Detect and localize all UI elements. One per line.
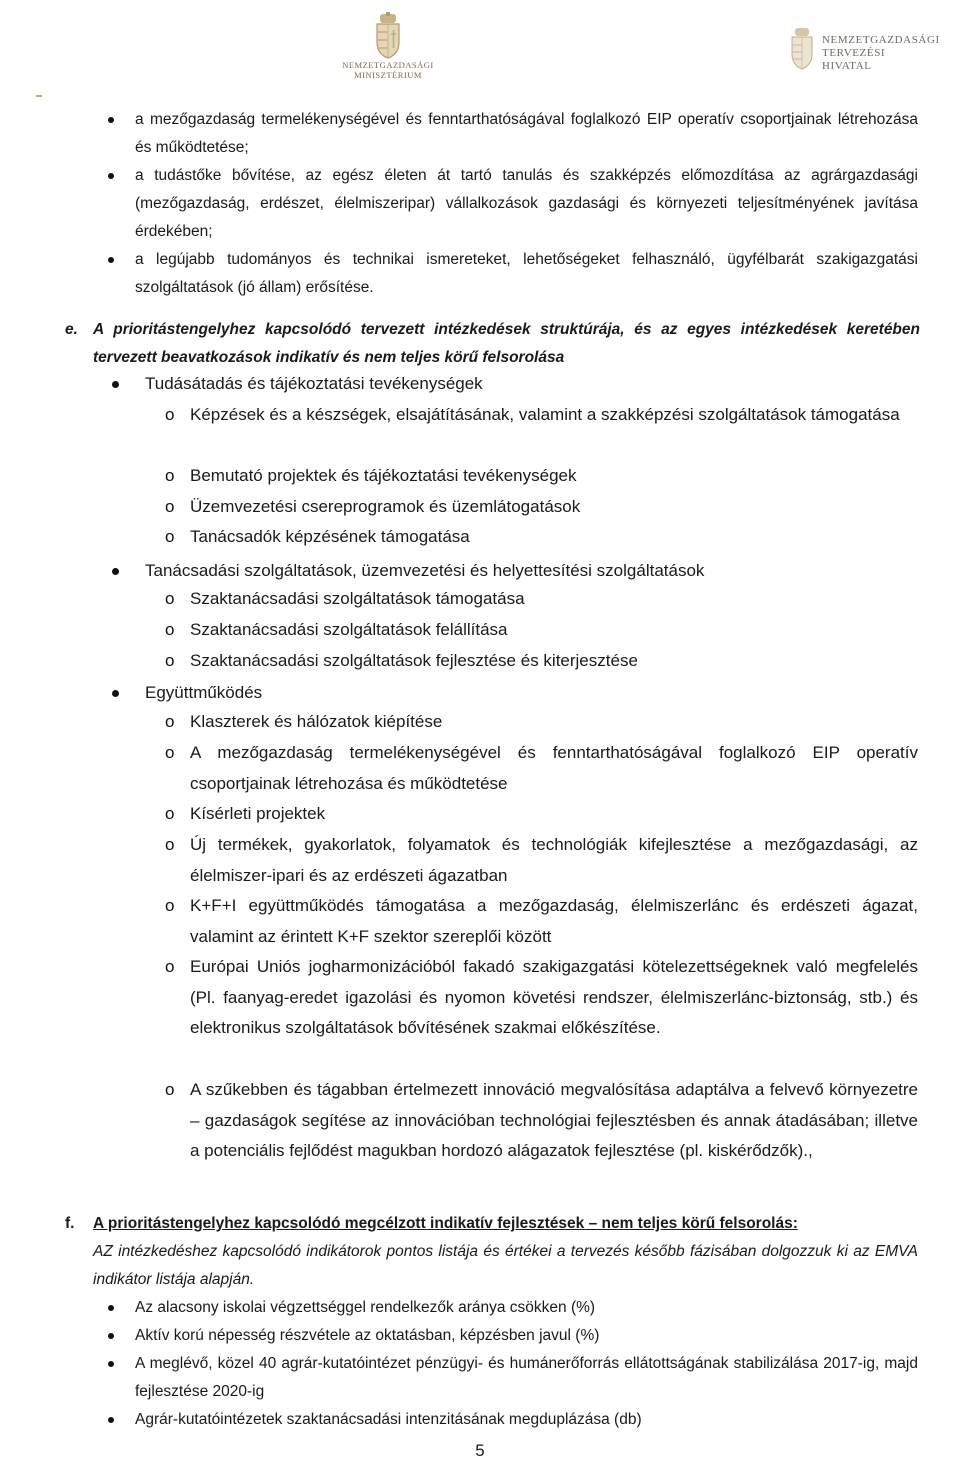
bullet-icon <box>108 257 114 263</box>
group-item: Kísérleti projektek <box>190 804 326 823</box>
circle-bullet-icon: o <box>165 620 175 639</box>
page-number: 5 <box>475 1441 485 1460</box>
planning-office-logo-text <box>822 34 940 73</box>
indicator-item: A meglévő, közel 40 agrár-kutatóintézet pénzügyi- és humánerőforrás ellátottságának stabilizálása 2017-ig, majd fejlesztése 2020-ig <box>135 1355 918 1400</box>
group-item: A szűkebben és tágabban értelmezett innováció megvalósítása adaptálva a felvevő környezetre – gazdaságok segítése az innovációban technológiai fejlesztésben és annak átadásában; illetve a potenciális fejlődést magukban hordozó alágazatok fejlesztése (pl. kiskérődzők)., <box>190 1080 918 1161</box>
section-e-heading: A prioritástengelyhez kapcsolódó tervezett intézkedések struktúrája, és az egyes intézkedések keretében tervezett beavatkozások indikatív és nem teljes körű felsorolása <box>93 321 920 366</box>
bullet-icon <box>108 173 114 179</box>
group-item: K+F+I együttműködés támogatása a mezőgazdaság, élelmiszerlánc és erdészeti ágazat, valamint az érintett K+F szektor szereplői között <box>190 896 918 946</box>
indicator-item: Aktív korú népesség részvétele az oktatásban, képzésben javul (%) <box>135 1327 600 1344</box>
coat-of-arms-icon <box>788 26 816 70</box>
group-item: Tanácsadók képzésének támogatása <box>190 527 470 546</box>
circle-bullet-icon: o <box>165 896 175 915</box>
group-item: Klaszterek és hálózatok kiépítése <box>190 712 443 731</box>
top-bullet-item: a legújabb tudományos és technikai ismereteket, lehetőségeket felhasználó, ügyfélbarát szakigazgatási szolgáltatások (jó állam) erősítése. <box>135 251 918 296</box>
ministry-logo-line-2: MINISZTÉRIUM <box>354 70 422 80</box>
group-item: Üzemvezetési csereprogramok és üzemlátogatások <box>190 497 581 516</box>
circle-bullet-icon: o <box>165 712 175 731</box>
bullet-icon <box>108 1361 114 1367</box>
bullet-icon <box>108 1417 114 1423</box>
section-f-letter: f. <box>65 1215 75 1232</box>
circle-bullet-icon: o <box>165 651 175 670</box>
group-item: A mezőgazdaság termelékenységével és fenntarthatóságával foglalkozó EIP operatív csoportjainak létrehozása és működtetése <box>190 743 918 793</box>
header-mark <box>36 95 42 97</box>
bullet-icon <box>112 690 119 697</box>
circle-bullet-icon: o <box>165 527 175 546</box>
circle-bullet-icon: o <box>165 589 175 608</box>
group-item: Képzések és a készségek, elsajátításának, valamint a szakképzési szolgáltatások támogatása <box>190 405 900 424</box>
circle-bullet-icon: o <box>165 743 175 762</box>
coat-of-arms-icon <box>371 12 405 60</box>
group-item: Szaktanácsadási szolgáltatások felállítása <box>190 620 508 639</box>
section-f-heading: A prioritástengelyhez kapcsolódó megcélzott indikatív fejlesztések – nem teljes körű felsorolás: <box>93 1215 798 1232</box>
bullet-icon <box>112 381 119 388</box>
ministry-logo-line-1: NEMZETGAZDASÁGI <box>342 60 434 70</box>
planning-office-logo-line-2: TERVEZÉSI <box>822 47 886 59</box>
circle-bullet-icon: o <box>165 957 175 976</box>
group-item: Európai Uniós jogharmonizációból fakadó szakigazgatási kötelezettségeknek való megfelelés (Pl. faanyag-eredet igazolási és nyomon követési rendszer, élelmiszerlánc-biztonság, stb.) és elektronikus szolgáltatások bővítésének szakmai előkészítése. <box>190 957 918 1038</box>
circle-bullet-icon: o <box>165 804 175 823</box>
top-bullet-item: a mezőgazdaság termelékenységével és fenntarthatóságával foglalkozó EIP operatív csoportjainak létrehozása és működtetése; <box>135 111 918 156</box>
circle-bullet-icon: o <box>165 466 175 485</box>
group-title: Együttműködés <box>145 683 263 702</box>
group-item: Bemutató projektek és tájékoztatási tevékenységek <box>190 466 577 485</box>
bullet-icon <box>112 568 119 575</box>
section-e-letter: e. <box>65 321 78 338</box>
ministry-logo <box>333 12 443 84</box>
planning-office-logo-line-3: HIVATAL <box>822 60 872 72</box>
group-title: Tanácsadási szolgáltatások, üzemvezetési és helyettesítési szolgáltatások <box>145 561 705 580</box>
group-item: Szaktanácsadási szolgáltatások fejlesztése és kiterjesztése <box>190 651 638 670</box>
page-header <box>0 0 960 96</box>
circle-bullet-icon: o <box>165 405 175 424</box>
group-item: Szaktanácsadási szolgáltatások támogatása <box>190 589 525 608</box>
circle-bullet-icon: o <box>165 497 175 516</box>
circle-bullet-icon: o <box>165 1080 175 1099</box>
planning-office-logo-line-1: NEMZETGAZDASÁGI <box>822 34 940 46</box>
bullet-icon <box>108 117 114 123</box>
planning-office-logo <box>782 22 960 84</box>
group-item: Új termékek, gyakorlatok, folyamatok és technológiák kifejlesztése a mezőgazdasági, az élelmiszer-ipari és az erdészeti ágazatban <box>190 835 918 885</box>
indicator-item: Agrár-kutatóintézetek szaktanácsadási intenzitásának megduplázása (db) <box>135 1411 642 1428</box>
bullet-icon <box>108 1333 114 1339</box>
indicator-item: Az alacsony iskolai végzettséggel rendelkezők aránya csökken (%) <box>135 1299 596 1316</box>
group-title: Tudásátadás és tájékoztatási tevékenységek <box>145 374 483 393</box>
circle-bullet-icon: o <box>165 835 175 854</box>
top-bullet-item: a tudástőke bővítése, az egész életen át tartó tanulás és szakképzés előmozdítása az agrárgazdasági (mezőgazdaság, erdészet, élelmiszeripar) vállalkozások gazdasági és környezeti teljesítményének javítása érdekében; <box>135 167 918 240</box>
bullet-icon <box>108 1305 114 1311</box>
section-f-note: AZ intézkedéshez kapcsolódó indikátorok pontos listája és értékei a tervezés később fázisában dolgozzuk ki az EMVA indikátor listája alapján. <box>93 1243 918 1288</box>
